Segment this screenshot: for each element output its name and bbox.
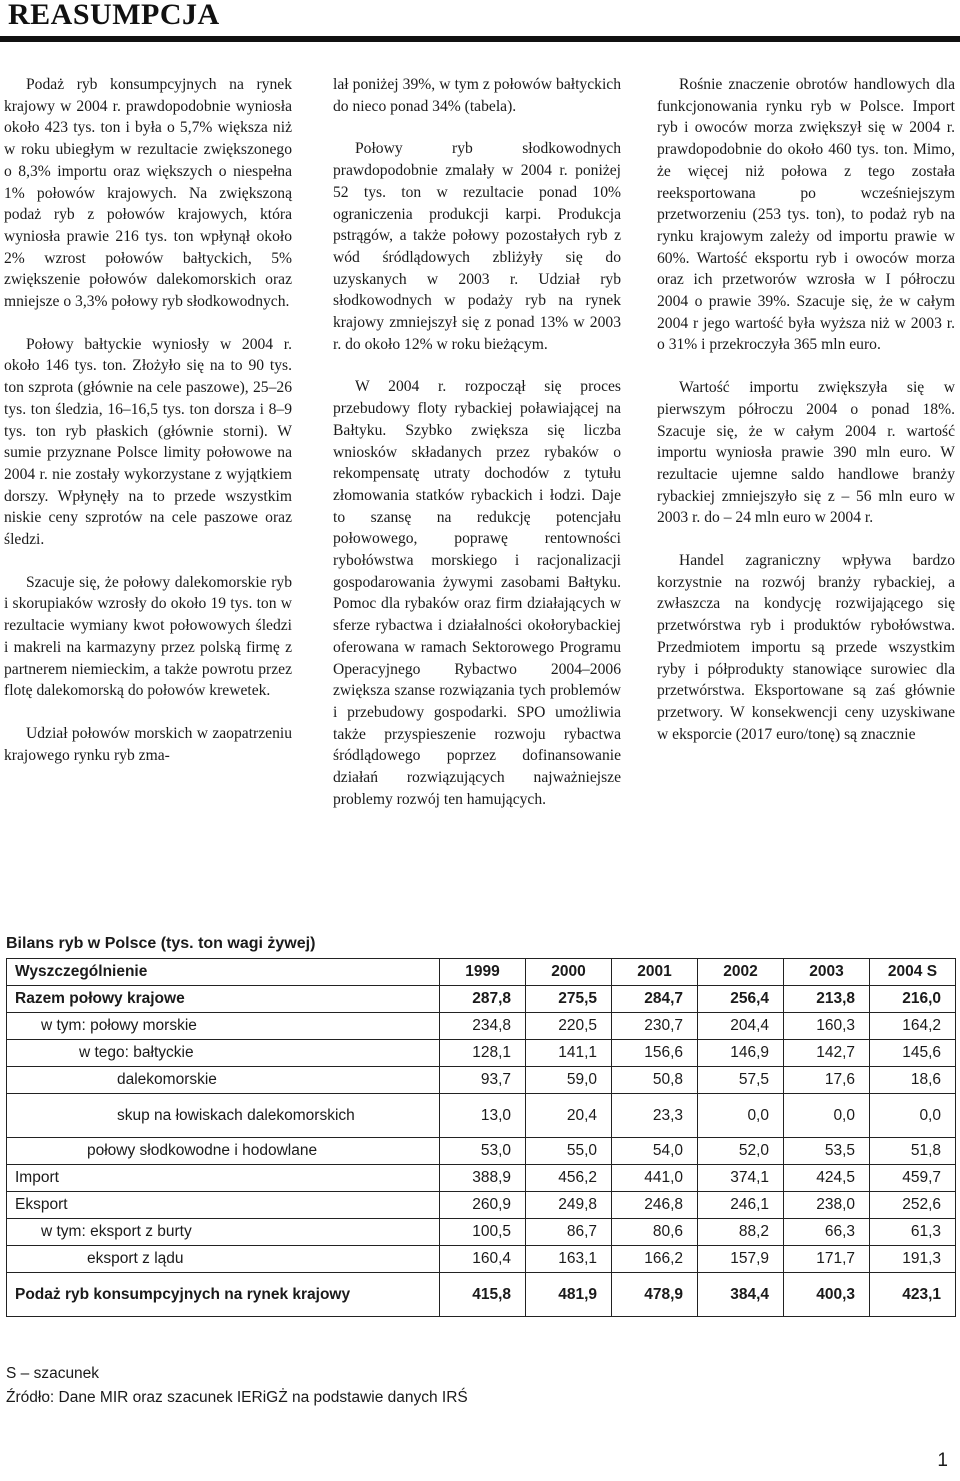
cell-value: 20,4 [526, 1094, 612, 1138]
cell-value: 415,8 [440, 1273, 526, 1317]
table-row [7, 1192, 956, 1219]
paragraph: Szacuje się, że połowy dalekomorskie ryb i skorupiaków wzrosły do około 19 tys. ton w rezultacie wymiany kwot połowowych śledzi i makreli na karmazyny przez polską firmę z partnerem niemieckim, a także powrotu przez flotę dalekomorską do połowów krewetek. [4, 573, 292, 700]
row-label: w tym: połowy morskie [7, 1013, 440, 1040]
cell-value: 220,5 [526, 1013, 612, 1040]
cell-value: 478,9 [612, 1273, 698, 1317]
year-header: 2003 [784, 959, 870, 986]
cell-value: 61,3 [870, 1219, 956, 1246]
paragraph: Podaż ryb konsumpcyjnych na rynek krajowy w 2004 r. prawdopodobnie wyniosła około 423 tys. ton i była o 5,7% większa niż w roku ubiegłym w rezultacie zwiększonego o 8,3% importu oraz większych o niespełna 1% połowów krajowych. Na zwiększoną podaż ryb z połowów krajowych, która wyniosła prawie 216 tys. ton wpłynął około 2% wzrost połowów bałtyckich, 5% zwiększenie połowów dalekomorskich oraz mniejsze o 3,3% połowy ryb słodkowodnych. [4, 76, 292, 311]
cell-value: 0,0 [870, 1094, 956, 1138]
cell-value: 256,4 [698, 986, 784, 1013]
cell-value: 141,1 [526, 1040, 612, 1067]
cell-value: 287,8 [440, 986, 526, 1013]
row-label: w tego: bałtyckie [7, 1040, 440, 1067]
cell-value: 204,4 [698, 1013, 784, 1040]
cell-value: 213,8 [784, 986, 870, 1013]
cell-value: 388,9 [440, 1165, 526, 1192]
cell-value: 146,9 [698, 1040, 784, 1067]
cell-value: 160,3 [784, 1013, 870, 1040]
cell-value: 93,7 [440, 1067, 526, 1094]
table-row [7, 1067, 956, 1094]
year-header: 2000 [526, 959, 612, 986]
row-label: dalekomorskie [7, 1067, 440, 1094]
year-header: 1999 [440, 959, 526, 986]
cell-value: 66,3 [784, 1219, 870, 1246]
cell-value: 246,1 [698, 1192, 784, 1219]
cell-value: 191,3 [870, 1246, 956, 1273]
cell-value: 145,6 [870, 1040, 956, 1067]
cell-value: 0,0 [698, 1094, 784, 1138]
cell-value: 53,0 [440, 1138, 526, 1165]
cell-value: 164,2 [870, 1013, 956, 1040]
paragraph: Handel zagraniczny wpływa bardzo korzystnie na rozwój branży rybackiej, a zwłaszcza na kondycję rozwijającego się przetwórstwa ryb i produktów rybołówstwa. Przedmiotem importu są przede wszystkim ryby i półprodukty stanowiące surowiec dla przetwórstwa. Eksportowane są zaś głównie przetwory. W konsekwencji ceny uzyskiwane w eksporcie (2017 euro/tonę) są znacznie [657, 552, 955, 743]
table-row [7, 1138, 956, 1165]
cell-value: 50,8 [612, 1067, 698, 1094]
cell-value: 86,7 [526, 1219, 612, 1246]
row-label: Eksport [7, 1192, 440, 1219]
paragraph: Udział połowów morskich w zaopatrzeniu krajowego rynku ryb zma- [4, 724, 292, 764]
paragraph: lał poniżej 39%, w tym z połowów bałtyckich do nieco ponad 34% (tabela). [333, 76, 621, 115]
table-row [7, 1094, 956, 1138]
cell-value: 156,6 [612, 1040, 698, 1067]
cell-value: 142,7 [784, 1040, 870, 1067]
year-header: 2004 S [870, 959, 956, 986]
cell-value: 53,5 [784, 1138, 870, 1165]
year-header: 2001 [612, 959, 698, 986]
row-label: eksport z lądu [7, 1246, 440, 1273]
cell-value: 100,5 [440, 1219, 526, 1246]
cell-value: 284,7 [612, 986, 698, 1013]
cell-value: 17,6 [784, 1067, 870, 1094]
cell-value: 384,4 [698, 1273, 784, 1317]
cell-value: 238,0 [784, 1192, 870, 1219]
cell-value: 57,5 [698, 1067, 784, 1094]
cell-value: 88,2 [698, 1219, 784, 1246]
paragraph: Rośnie znaczenie obrotów handlowych dla funkcjonowania rynku ryb w Polsce. Import ryb i owoców morza zwiększył się w 2004 r. prawdopodobnie do około 460 tys. ton. Mimo, że więcej niż połowa z tego została reeksportowana po wcześniejszym przetworzeniu (253 tys. ton), to podaż ryb na rynku krajowym zależy od importu prawie w 60%. Wartość eksportu ryb i owoców morza oraz ich przetworów wzrosła w I półroczu 2004 o prawie 39%. Szacuje się, że w całym 2004 r jego wartość była wyższa niż w 2003 r. o 31% i przekroczyła 365 mln euro. [657, 76, 955, 354]
table-row [7, 1165, 956, 1192]
cell-value: 441,0 [612, 1165, 698, 1192]
table-row [7, 1246, 956, 1273]
cell-value: 230,7 [612, 1013, 698, 1040]
row-label: połowy słodkowodne i hodowlane [7, 1138, 440, 1165]
page-number: 1 [937, 1450, 948, 1471]
cell-value: 51,8 [870, 1138, 956, 1165]
cell-value: 52,0 [698, 1138, 784, 1165]
cell-value: 246,8 [612, 1192, 698, 1219]
cell-value: 459,7 [870, 1165, 956, 1192]
cell-value: 163,1 [526, 1246, 612, 1273]
cell-value: 252,6 [870, 1192, 956, 1219]
table-row [7, 1013, 956, 1040]
cell-value: 157,9 [698, 1246, 784, 1273]
cell-value: 160,4 [440, 1246, 526, 1273]
paragraph: Wartość importu zwiększyła się w pierwszym półroczu 2004 o ponad 18%. Szacuje się, że w całym 2004 r. wartość importu wyniosła prawie 390 mln euro. W rezultacie ujemne saldo handlowe branży rybackiej zmniejszyło się z – 56 mln euro w 2003 r. do – 24 mln euro w 2004 r. [657, 379, 955, 527]
cell-value: 23,3 [612, 1094, 698, 1138]
cell-value: 249,8 [526, 1192, 612, 1219]
paragraph: Połowy bałtyckie wyniosły w 2004 r. około 146 tys. ton. Złożyło się na to 90 tys. ton szprota (głównie na cele paszowe), 25–26 tys. ton śledzia, 16–16,5 tys. ton dorsza i 8–9 tys. ton ryb płaskich (głównie storni). W sumie przyznane Polsce limity połowowe na 2004 r. nie zostały wykorzystane z wyjątkiem dorszy. Wpłynęły na to przede wszystkim niskie ceny szprotów na cele paszowe oraz śledzi. [4, 335, 292, 549]
footnote-abbrev: S – szacunek [6, 1365, 100, 1382]
text-column-3 [657, 74, 955, 745]
cell-value: 166,2 [612, 1246, 698, 1273]
table-row [7, 986, 956, 1013]
table-header-row [7, 959, 956, 986]
table-title: Bilans ryb w Polsce (tys. ton wagi żywej) [6, 935, 316, 952]
text-column-1 [4, 74, 292, 766]
cell-value: 18,6 [870, 1067, 956, 1094]
table-row [7, 1219, 956, 1246]
header-rule [0, 36, 960, 42]
footnote-source: Źródło: Dane MIR oraz szacunek IERiGŻ na podstawie danych IRŚ [6, 1389, 468, 1406]
row-label: Import [7, 1165, 440, 1192]
cell-value: 374,1 [698, 1165, 784, 1192]
cell-value: 400,3 [784, 1273, 870, 1317]
cell-value: 0,0 [784, 1094, 870, 1138]
table-row [7, 1273, 956, 1317]
cell-value: 216,0 [870, 986, 956, 1013]
cell-value: 59,0 [526, 1067, 612, 1094]
paragraph: Połowy ryb słodkowodnych prawdopodobnie zmalały w 2004 r. poniżej 52 tys. ton w rezultacie ponad 10% ograniczenia produkcji karpi. Produkcja pstrągów, a także połowy pozostałych ryb z wód śródlądowych zbliżyły się do uzyskanych w 2003 r. Udział ryb słodkowodnych w podaży ryb na rynek krajowy zmniejszył się z ponad 13% w 2003 r. do około 12% w roku bieżącym. [333, 140, 621, 353]
text-column-2 [333, 74, 621, 811]
cell-value: 128,1 [440, 1040, 526, 1067]
header-label: Wyszczególnienie [7, 959, 440, 986]
row-label: Podaż ryb konsumpcyjnych na rynek krajowy [7, 1273, 440, 1317]
cell-value: 275,5 [526, 986, 612, 1013]
page-title: REASUMPCJA [8, 0, 220, 31]
row-label: skup na łowiskach dalekomorskich [7, 1094, 440, 1138]
table-row [7, 1040, 956, 1067]
cell-value: 481,9 [526, 1273, 612, 1317]
year-header: 2002 [698, 959, 784, 986]
fish-balance-table [6, 958, 956, 1317]
row-label: Razem połowy krajowe [7, 986, 440, 1013]
cell-value: 13,0 [440, 1094, 526, 1138]
cell-value: 423,1 [870, 1273, 956, 1317]
cell-value: 80,6 [612, 1219, 698, 1246]
cell-value: 234,8 [440, 1013, 526, 1040]
cell-value: 55,0 [526, 1138, 612, 1165]
cell-value: 260,9 [440, 1192, 526, 1219]
cell-value: 171,7 [784, 1246, 870, 1273]
paragraph: W 2004 r. rozpoczął się proces przebudowy floty rybackiej poławiającej na Bałtyku. Szybko zwiększa się liczba wniosków składanych przez rybaków o rekompensatę utraty dochodów z tytułu złomowania statków rybackich i łodzi. Daje to szansę na redukcję potencjału połowowego, poprawę rentowności rybołówstwa morskiego i racjonalizacji gospodarowania żywymi zasobami Bałtyku. Pomoc dla rybaków oraz firm działających w sferze rybactwa i działalności okołorybackiej oferowana w ramach Sektorowego Programu Operacyjnego Rybactwo 2004–2006 zwiększa szanse rozwiązania tych problemów i przebudowy gospodarki. SPO umożliwia także przyspieszenie rozwoju rybactwa śródlądowego poprzez dofinansowanie działań rozwiązujących najważniejsze problemy rozwój ten hamujących. [333, 378, 621, 808]
row-label: w tym: eksport z burty [7, 1219, 440, 1246]
cell-value: 424,5 [784, 1165, 870, 1192]
cell-value: 54,0 [612, 1138, 698, 1165]
cell-value: 456,2 [526, 1165, 612, 1192]
